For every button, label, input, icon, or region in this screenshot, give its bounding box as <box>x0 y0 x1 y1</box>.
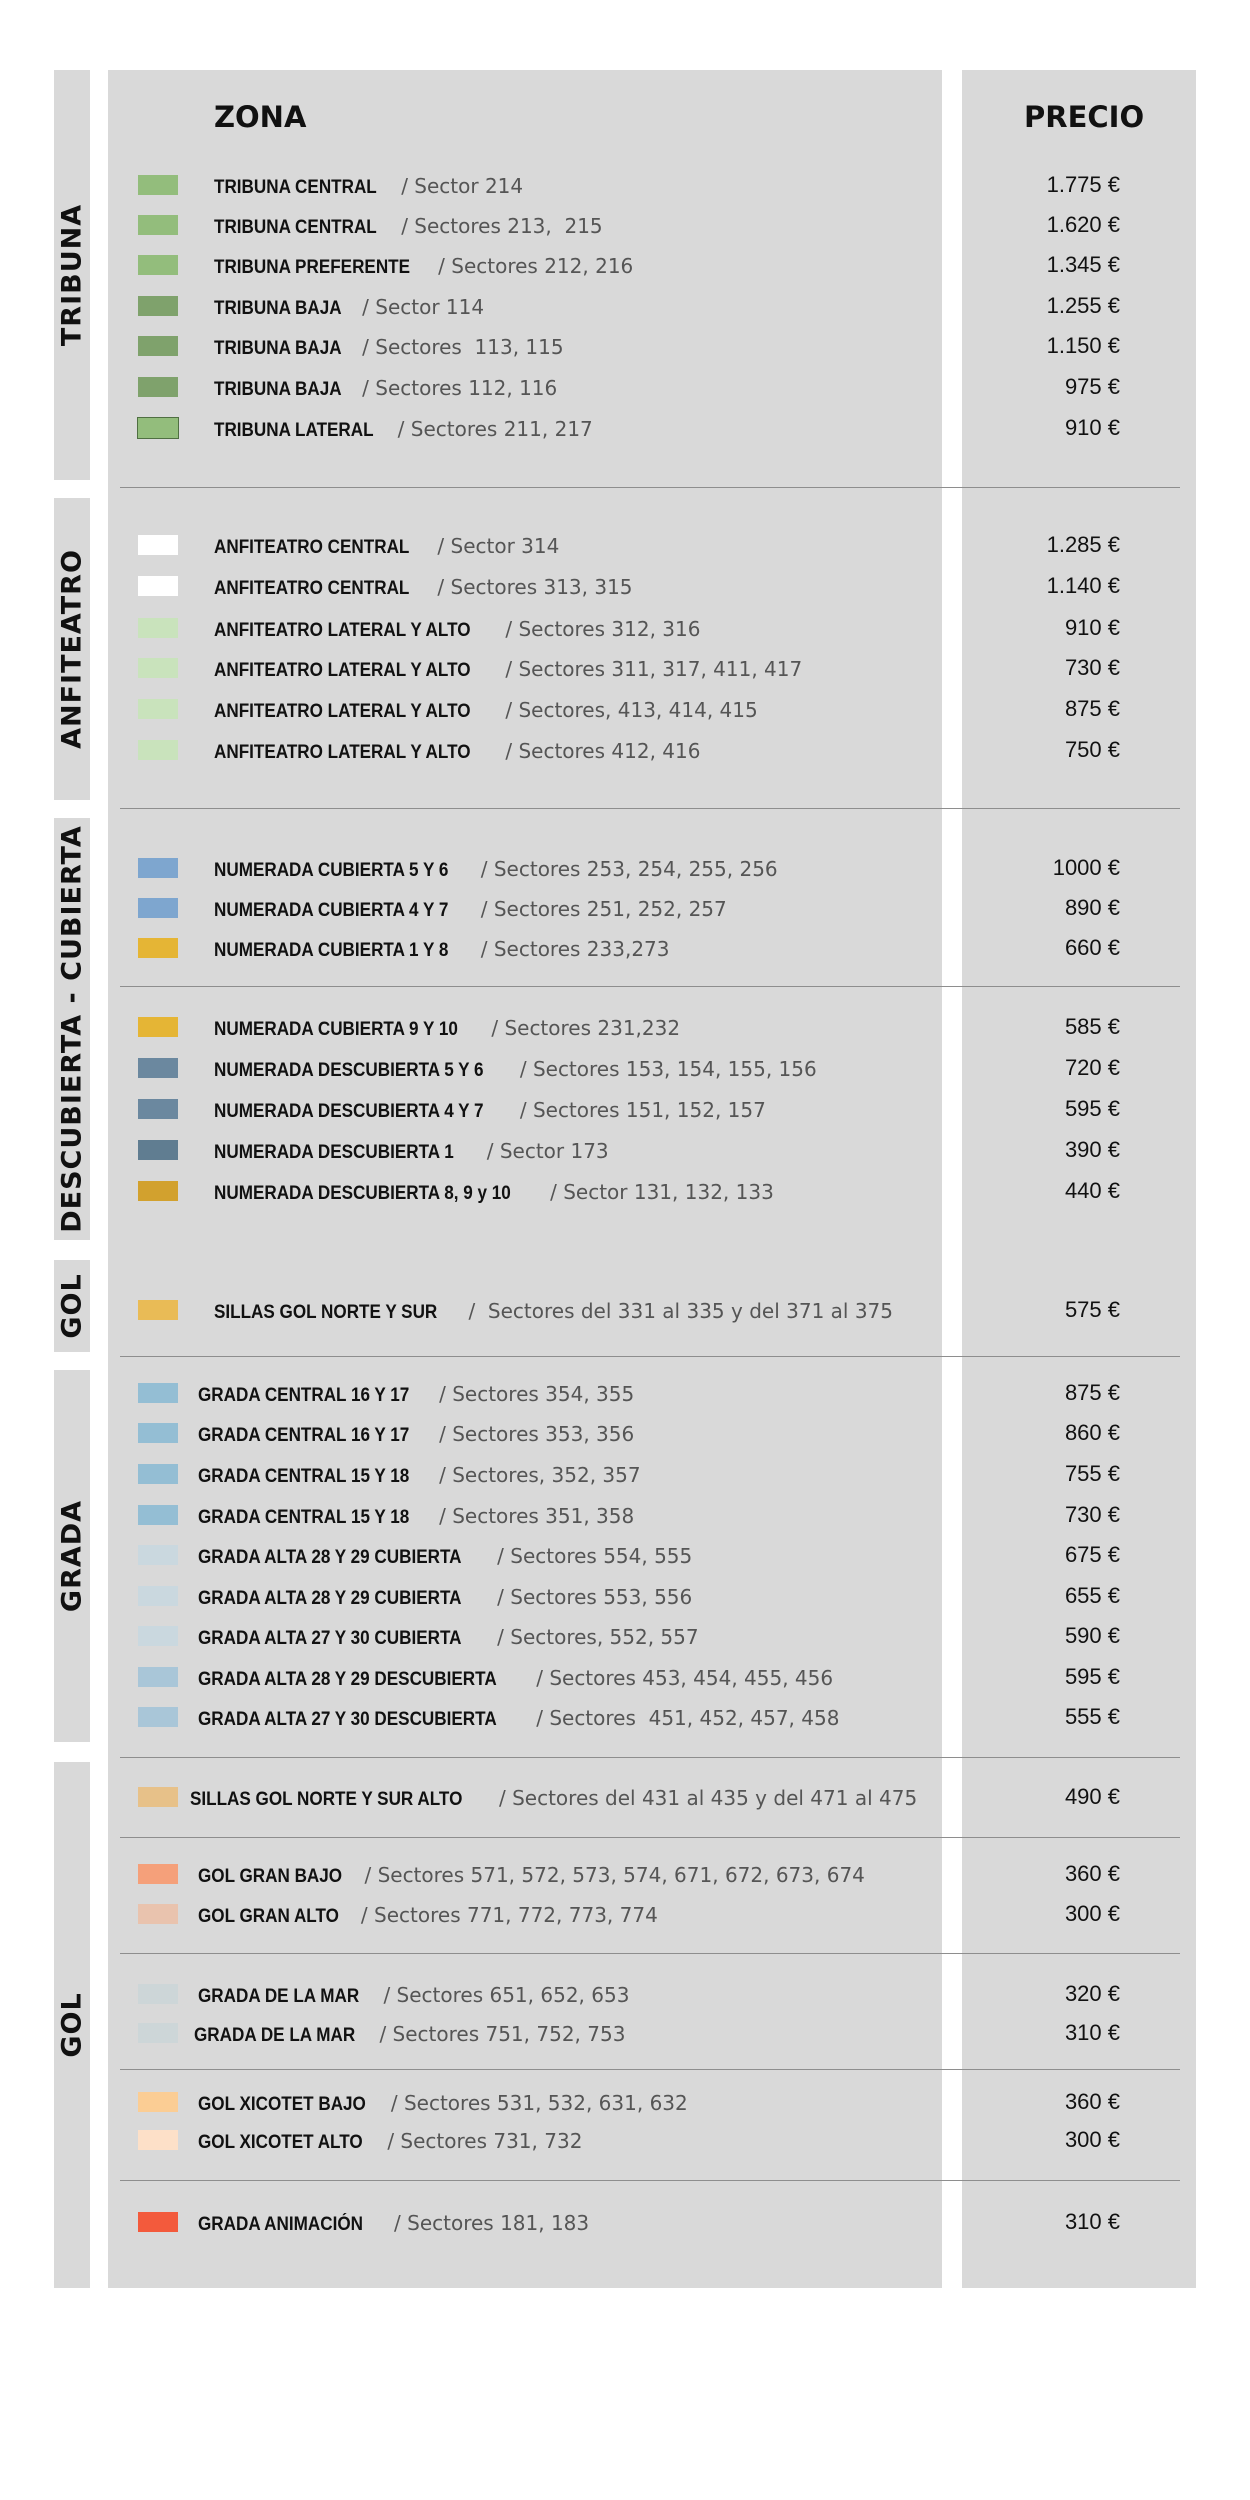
price-row <box>0 1662 1250 1694</box>
zone-sectors: / Sectores 253, 254, 255, 256 <box>474 857 778 881</box>
zone-color-swatch <box>138 898 178 918</box>
zone-color-swatch <box>138 336 178 356</box>
price-row <box>0 291 1250 323</box>
divider <box>120 1356 1180 1357</box>
zone-label <box>190 1785 917 1813</box>
zone-color-swatch <box>138 1904 178 1924</box>
price-row <box>0 1540 1250 1572</box>
zone-name: TRIBUNA BAJA <box>214 298 342 319</box>
zone-price: 910 € <box>1064 415 1120 440</box>
zone-label <box>198 1862 865 1890</box>
zone-price: 590 € <box>1064 1623 1120 1648</box>
zone-sectors: / Sectores 351, 358 <box>432 1504 635 1528</box>
zone-color-swatch <box>138 658 178 678</box>
zone-sectors: / Sectores 153, 154, 155, 156 <box>513 1057 817 1081</box>
price-row <box>0 1979 1250 2011</box>
zone-price: 585 € <box>1064 1014 1120 1039</box>
zone-label <box>214 1015 680 1043</box>
zone-price: 1.775 € <box>1046 172 1120 197</box>
zone-name: GRADA DE LA MAR <box>194 2025 356 2046</box>
zone-label <box>214 1138 609 1166</box>
zone-color-swatch <box>138 175 178 195</box>
price-row <box>0 853 1250 885</box>
zone-sectors: / Sector 214 <box>394 174 524 198</box>
zone-price: 1.255 € <box>1046 293 1120 318</box>
zone-label <box>214 1097 766 1125</box>
zone-sectors: / Sectores 112, 116 <box>355 376 558 400</box>
zone-price: 875 € <box>1064 696 1120 721</box>
zone-color-swatch <box>138 1626 178 1646</box>
divider <box>120 2180 1180 2181</box>
zone-price: 860 € <box>1064 1420 1120 1445</box>
zone-name: ANFITEATRO LATERAL Y ALTO <box>214 742 471 763</box>
side-tab-label: GRADA <box>56 1499 88 1613</box>
zone-label <box>198 1902 658 1930</box>
price-row <box>0 1459 1250 1491</box>
price-row <box>0 1500 1250 1532</box>
zone-sectors: / Sectores 451, 452, 457, 458 <box>529 1706 840 1730</box>
zone-color-swatch <box>138 1707 178 1727</box>
price-row <box>0 893 1250 925</box>
price-row <box>0 694 1250 726</box>
zone-sectors: / Sectores 553, 556 <box>490 1585 693 1609</box>
zone-name: GRADA CENTRAL 16 Y 17 <box>198 1385 410 1406</box>
zone-sectors: / Sectores 311, 317, 411, 417 <box>499 657 803 681</box>
zone-name: TRIBUNA CENTRAL <box>214 217 377 238</box>
price-row <box>0 735 1250 767</box>
zone-color-swatch <box>138 938 178 958</box>
zone-color-swatch <box>138 1787 178 1807</box>
zone-label <box>198 1982 629 2010</box>
zone-label <box>198 1705 839 1733</box>
price-row <box>0 170 1250 202</box>
zone-label <box>214 173 523 201</box>
zone-name: GOL GRAN ALTO <box>198 1906 339 1927</box>
zone-color-swatch <box>138 215 178 235</box>
zone-color-swatch <box>138 2092 178 2112</box>
zone-price: 730 € <box>1064 1502 1120 1527</box>
zone-color-swatch <box>138 1545 178 1565</box>
zone-sectors: / Sectores 313, 315 <box>431 575 633 599</box>
price-row <box>0 1378 1250 1410</box>
zone-name: GRADA DE LA MAR <box>198 1986 360 2007</box>
zone-name: GOL XICOTET BAJO <box>198 2094 366 2115</box>
zone-sectors: / Sectores 231,232 <box>484 1016 681 1040</box>
price-row <box>0 210 1250 242</box>
zone-name: SILLAS GOL NORTE Y SUR ALTO <box>190 1789 463 1810</box>
zone-color-swatch <box>138 1464 178 1484</box>
price-row <box>0 250 1250 282</box>
price-row <box>0 1702 1250 1734</box>
zone-name: ANFITEATRO CENTRAL <box>214 537 410 558</box>
zone-sectors: / Sectores 211, 217 <box>391 417 593 441</box>
zone-label <box>214 334 564 362</box>
price-row <box>0 613 1250 645</box>
zone-label <box>214 856 778 884</box>
zone-label <box>214 738 700 766</box>
zone-color-swatch <box>138 418 178 438</box>
zona-header: ZONA <box>214 100 307 134</box>
price-row <box>0 1094 1250 1126</box>
zone-label <box>198 1421 634 1449</box>
zone-price: 910 € <box>1064 615 1120 640</box>
zone-label <box>214 574 633 602</box>
zone-color-swatch <box>138 740 178 760</box>
price-row <box>0 413 1250 445</box>
price-row <box>0 933 1250 965</box>
zone-price: 1.150 € <box>1046 333 1120 358</box>
zone-color-swatch <box>138 296 178 316</box>
zone-label <box>214 213 603 241</box>
zone-label <box>198 1584 692 1612</box>
zone-name: GRADA CENTRAL 15 Y 18 <box>198 1507 410 1528</box>
zone-sectors: / Sectores, 552, 557 <box>490 1625 699 1649</box>
price-row <box>0 1782 1250 1814</box>
divider <box>120 1953 1180 1954</box>
zone-sectors: / Sectores 251, 252, 257 <box>474 897 727 921</box>
side-tab-label: DESCUBIERTA - CUBIERTA <box>56 825 88 1233</box>
zone-name: GRADA ALTA 28 Y 29 CUBIERTA <box>198 1588 462 1609</box>
zone-name: TRIBUNA LATERAL <box>214 420 374 441</box>
price-row <box>0 2087 1250 2119</box>
zone-color-swatch <box>138 1505 178 1525</box>
zone-name: ANFITEATRO LATERAL Y ALTO <box>214 701 471 722</box>
zone-color-swatch <box>138 255 178 275</box>
zone-label <box>214 533 559 561</box>
price-row <box>0 1581 1250 1613</box>
zone-color-swatch <box>138 576 178 596</box>
zone-price: 360 € <box>1064 1861 1120 1886</box>
zone-sectors: / Sectores 531, 532, 631, 632 <box>384 2091 688 2115</box>
zone-price: 755 € <box>1064 1461 1120 1486</box>
zone-name: GOL GRAN BAJO <box>198 1866 343 1887</box>
zone-price: 875 € <box>1064 1380 1120 1405</box>
zone-price: 300 € <box>1064 1901 1120 1926</box>
zone-color-swatch <box>138 1140 178 1160</box>
zone-price: 490 € <box>1064 1784 1120 1809</box>
zone-name: GRADA ALTA 28 Y 29 CUBIERTA <box>198 1547 462 1568</box>
zone-label <box>198 1543 692 1571</box>
zone-sectors: / Sectores del 431 al 435 y del 471 al 475 <box>492 1786 918 1810</box>
side-tab-label: GOL <box>56 1273 88 1339</box>
zone-color-swatch <box>138 1181 178 1201</box>
zone-color-swatch <box>138 2023 178 2043</box>
price-row <box>0 1859 1250 1891</box>
zone-name: NUMERADA CUBIERTA 1 Y 8 <box>214 940 449 961</box>
zone-label <box>198 2090 688 2118</box>
zone-price: 1.620 € <box>1046 212 1120 237</box>
zone-name: SILLAS GOL NORTE Y SUR <box>214 1302 438 1323</box>
zone-sectors: / Sectores 181, 183 <box>381 2211 590 2235</box>
zone-name: NUMERADA CUBIERTA 5 Y 6 <box>214 860 449 881</box>
zone-price: 555 € <box>1064 1704 1120 1729</box>
zone-price: 595 € <box>1064 1664 1120 1689</box>
zone-price: 1.285 € <box>1046 532 1120 557</box>
zone-name: NUMERADA DESCUBIERTA 1 <box>214 1142 454 1163</box>
zone-sectors: / Sectores 353, 356 <box>432 1422 635 1446</box>
zone-price: 720 € <box>1064 1055 1120 1080</box>
zone-price: 320 € <box>1064 1981 1120 2006</box>
zone-sectors: / Sector 131, 132, 133 <box>543 1180 774 1204</box>
zone-price: 660 € <box>1064 935 1120 960</box>
zone-sectors: / Sectores 651, 652, 653 <box>377 1983 630 2007</box>
zone-color-swatch <box>138 858 178 878</box>
precio-header: PRECIO <box>1024 100 1145 134</box>
zone-label <box>198 2210 589 2238</box>
price-row <box>0 1135 1250 1167</box>
zone-sectors: / Sectores 213, 215 <box>394 214 603 238</box>
zone-label <box>194 2021 625 2049</box>
price-row <box>0 1295 1250 1327</box>
zone-sectors: / Sectores 151, 152, 157 <box>513 1098 766 1122</box>
zone-price: 300 € <box>1064 2127 1120 2152</box>
zone-sectors: / Sector 314 <box>431 534 560 558</box>
price-row <box>0 1621 1250 1653</box>
zone-color-swatch <box>138 1300 178 1320</box>
zone-name: GRADA ALTA 28 Y 29 DESCUBIERTA <box>198 1669 497 1690</box>
side-tab-label: ANFITEATRO <box>56 549 88 749</box>
zone-name: GRADA CENTRAL 16 Y 17 <box>198 1425 410 1446</box>
zone-name: TRIBUNA CENTRAL <box>214 177 377 198</box>
zone-name: ANFITEATRO CENTRAL <box>214 578 410 599</box>
price-row <box>0 1012 1250 1044</box>
divider <box>120 1757 1180 1758</box>
zone-sectors: / Sectores 113, 115 <box>355 335 564 359</box>
price-row <box>0 1176 1250 1208</box>
zone-color-swatch <box>138 1864 178 1884</box>
divider <box>120 1837 1180 1838</box>
zone-label <box>198 2128 582 2156</box>
zone-sectors: / Sectores 751, 752, 753 <box>373 2022 626 2046</box>
side-tab-label: GOL <box>56 1992 88 2058</box>
zone-sectors: / Sectores 554, 555 <box>490 1544 693 1568</box>
zone-price: 390 € <box>1064 1137 1120 1162</box>
zone-sectors: / Sectores 354, 355 <box>432 1382 635 1406</box>
zone-color-swatch <box>138 1586 178 1606</box>
zone-label <box>198 1665 833 1693</box>
zone-label <box>198 1624 699 1652</box>
zone-sectors: / Sectores del 331 al 335 y del 371 al 375 <box>462 1299 893 1323</box>
zone-price: 440 € <box>1064 1178 1120 1203</box>
zone-label <box>214 1056 817 1084</box>
zone-label <box>214 616 700 644</box>
zone-price: 310 € <box>1064 2209 1120 2234</box>
zone-name: GRADA CENTRAL 15 Y 18 <box>198 1466 410 1487</box>
zone-color-swatch <box>138 618 178 638</box>
zone-label <box>214 375 557 403</box>
zone-price: 975 € <box>1064 374 1120 399</box>
zone-price: 730 € <box>1064 655 1120 680</box>
zone-name: NUMERADA CUBIERTA 4 Y 7 <box>214 900 449 921</box>
price-row <box>0 1899 1250 1931</box>
price-row <box>0 571 1250 603</box>
zone-color-swatch <box>138 699 178 719</box>
zone-price: 1.345 € <box>1046 252 1120 277</box>
zone-name: NUMERADA DESCUBIERTA 4 Y 7 <box>214 1101 484 1122</box>
zone-price: 890 € <box>1064 895 1120 920</box>
zone-sectors: / Sector 173 <box>480 1139 609 1163</box>
zone-price: 655 € <box>1064 1583 1120 1608</box>
price-row <box>0 331 1250 363</box>
zone-price: 675 € <box>1064 1542 1120 1567</box>
zone-sectors: / Sectores 731, 732 <box>380 2129 583 2153</box>
zone-sectors: / Sectores, 352, 357 <box>432 1463 641 1487</box>
price-row <box>0 2125 1250 2157</box>
zone-label <box>214 936 670 964</box>
zone-label <box>214 1179 774 1207</box>
zone-name: ANFITEATRO LATERAL Y ALTO <box>214 660 471 681</box>
price-row <box>0 1418 1250 1450</box>
price-row <box>0 653 1250 685</box>
divider <box>120 986 1180 987</box>
zone-price: 360 € <box>1064 2089 1120 2114</box>
zone-label <box>214 294 484 322</box>
zone-color-swatch <box>138 2212 178 2232</box>
zone-sectors: / Sectores, 413, 414, 415 <box>499 698 758 722</box>
zone-price: 310 € <box>1064 2020 1120 2045</box>
zone-price: 575 € <box>1064 1297 1120 1322</box>
zone-price: 1.140 € <box>1046 573 1120 598</box>
zone-sectors: / Sector 114 <box>355 295 485 319</box>
zone-sectors: / Sectores 453, 454, 455, 456 <box>529 1666 834 1690</box>
zone-sectors: / Sectores 571, 572, 573, 574, 671, 672, 673, 674 <box>358 1863 865 1887</box>
zone-name: NUMERADA CUBIERTA 9 Y 10 <box>214 1019 458 1040</box>
zone-color-swatch <box>138 1984 178 2004</box>
zone-price: 1000 € <box>1052 855 1120 880</box>
zone-name: TRIBUNA BAJA <box>214 338 342 359</box>
zone-sectors: / Sectores 233,273 <box>474 937 670 961</box>
price-row <box>0 1053 1250 1085</box>
zone-sectors: / Sectores 212, 216 <box>431 254 634 278</box>
zone-sectors: / Sectores 771, 772, 773, 774 <box>354 1903 658 1927</box>
zone-name: TRIBUNA BAJA <box>214 379 342 400</box>
zone-label <box>198 1503 634 1531</box>
zone-color-swatch <box>138 1667 178 1687</box>
zone-sectors: / Sectores 412, 416 <box>499 739 701 763</box>
zone-color-swatch <box>138 1423 178 1443</box>
zone-name: NUMERADA DESCUBIERTA 5 Y 6 <box>214 1060 484 1081</box>
zone-name: GOL XICOTET ALTO <box>198 2132 363 2153</box>
zone-color-swatch <box>138 1017 178 1037</box>
zone-name: ANFITEATRO LATERAL Y ALTO <box>214 620 471 641</box>
divider <box>120 487 1180 488</box>
price-row <box>0 372 1250 404</box>
zone-price: 750 € <box>1064 737 1120 762</box>
zone-color-swatch <box>138 1058 178 1078</box>
divider <box>120 808 1180 809</box>
zone-color-swatch <box>138 1383 178 1403</box>
zone-sectors: / Sectores 312, 316 <box>499 617 701 641</box>
zone-name: GRADA ANIMACIÓN <box>198 2214 363 2235</box>
zone-label <box>198 1462 641 1490</box>
price-row <box>0 2018 1250 2050</box>
zone-label <box>214 896 727 924</box>
zone-color-swatch <box>138 535 178 555</box>
price-row <box>0 530 1250 562</box>
zone-name: TRIBUNA PREFERENTE <box>214 257 411 278</box>
zone-color-swatch <box>138 2130 178 2150</box>
zone-label <box>214 416 593 444</box>
side-tab-label: TRIBUNA <box>56 203 88 347</box>
zone-label <box>214 697 758 725</box>
divider <box>120 2069 1180 2070</box>
zone-name: NUMERADA DESCUBIERTA 8, 9 y 10 <box>214 1183 511 1204</box>
price-row <box>0 2207 1250 2239</box>
zone-label <box>214 253 633 281</box>
zone-color-swatch <box>138 1099 178 1119</box>
zone-name: GRADA ALTA 27 Y 30 DESCUBIERTA <box>198 1709 497 1730</box>
zone-label <box>214 1298 893 1326</box>
zone-label <box>214 656 802 684</box>
zone-name: GRADA ALTA 27 Y 30 CUBIERTA <box>198 1628 462 1649</box>
zone-color-swatch <box>138 377 178 397</box>
zone-price: 595 € <box>1064 1096 1120 1121</box>
zone-label <box>198 1381 634 1409</box>
